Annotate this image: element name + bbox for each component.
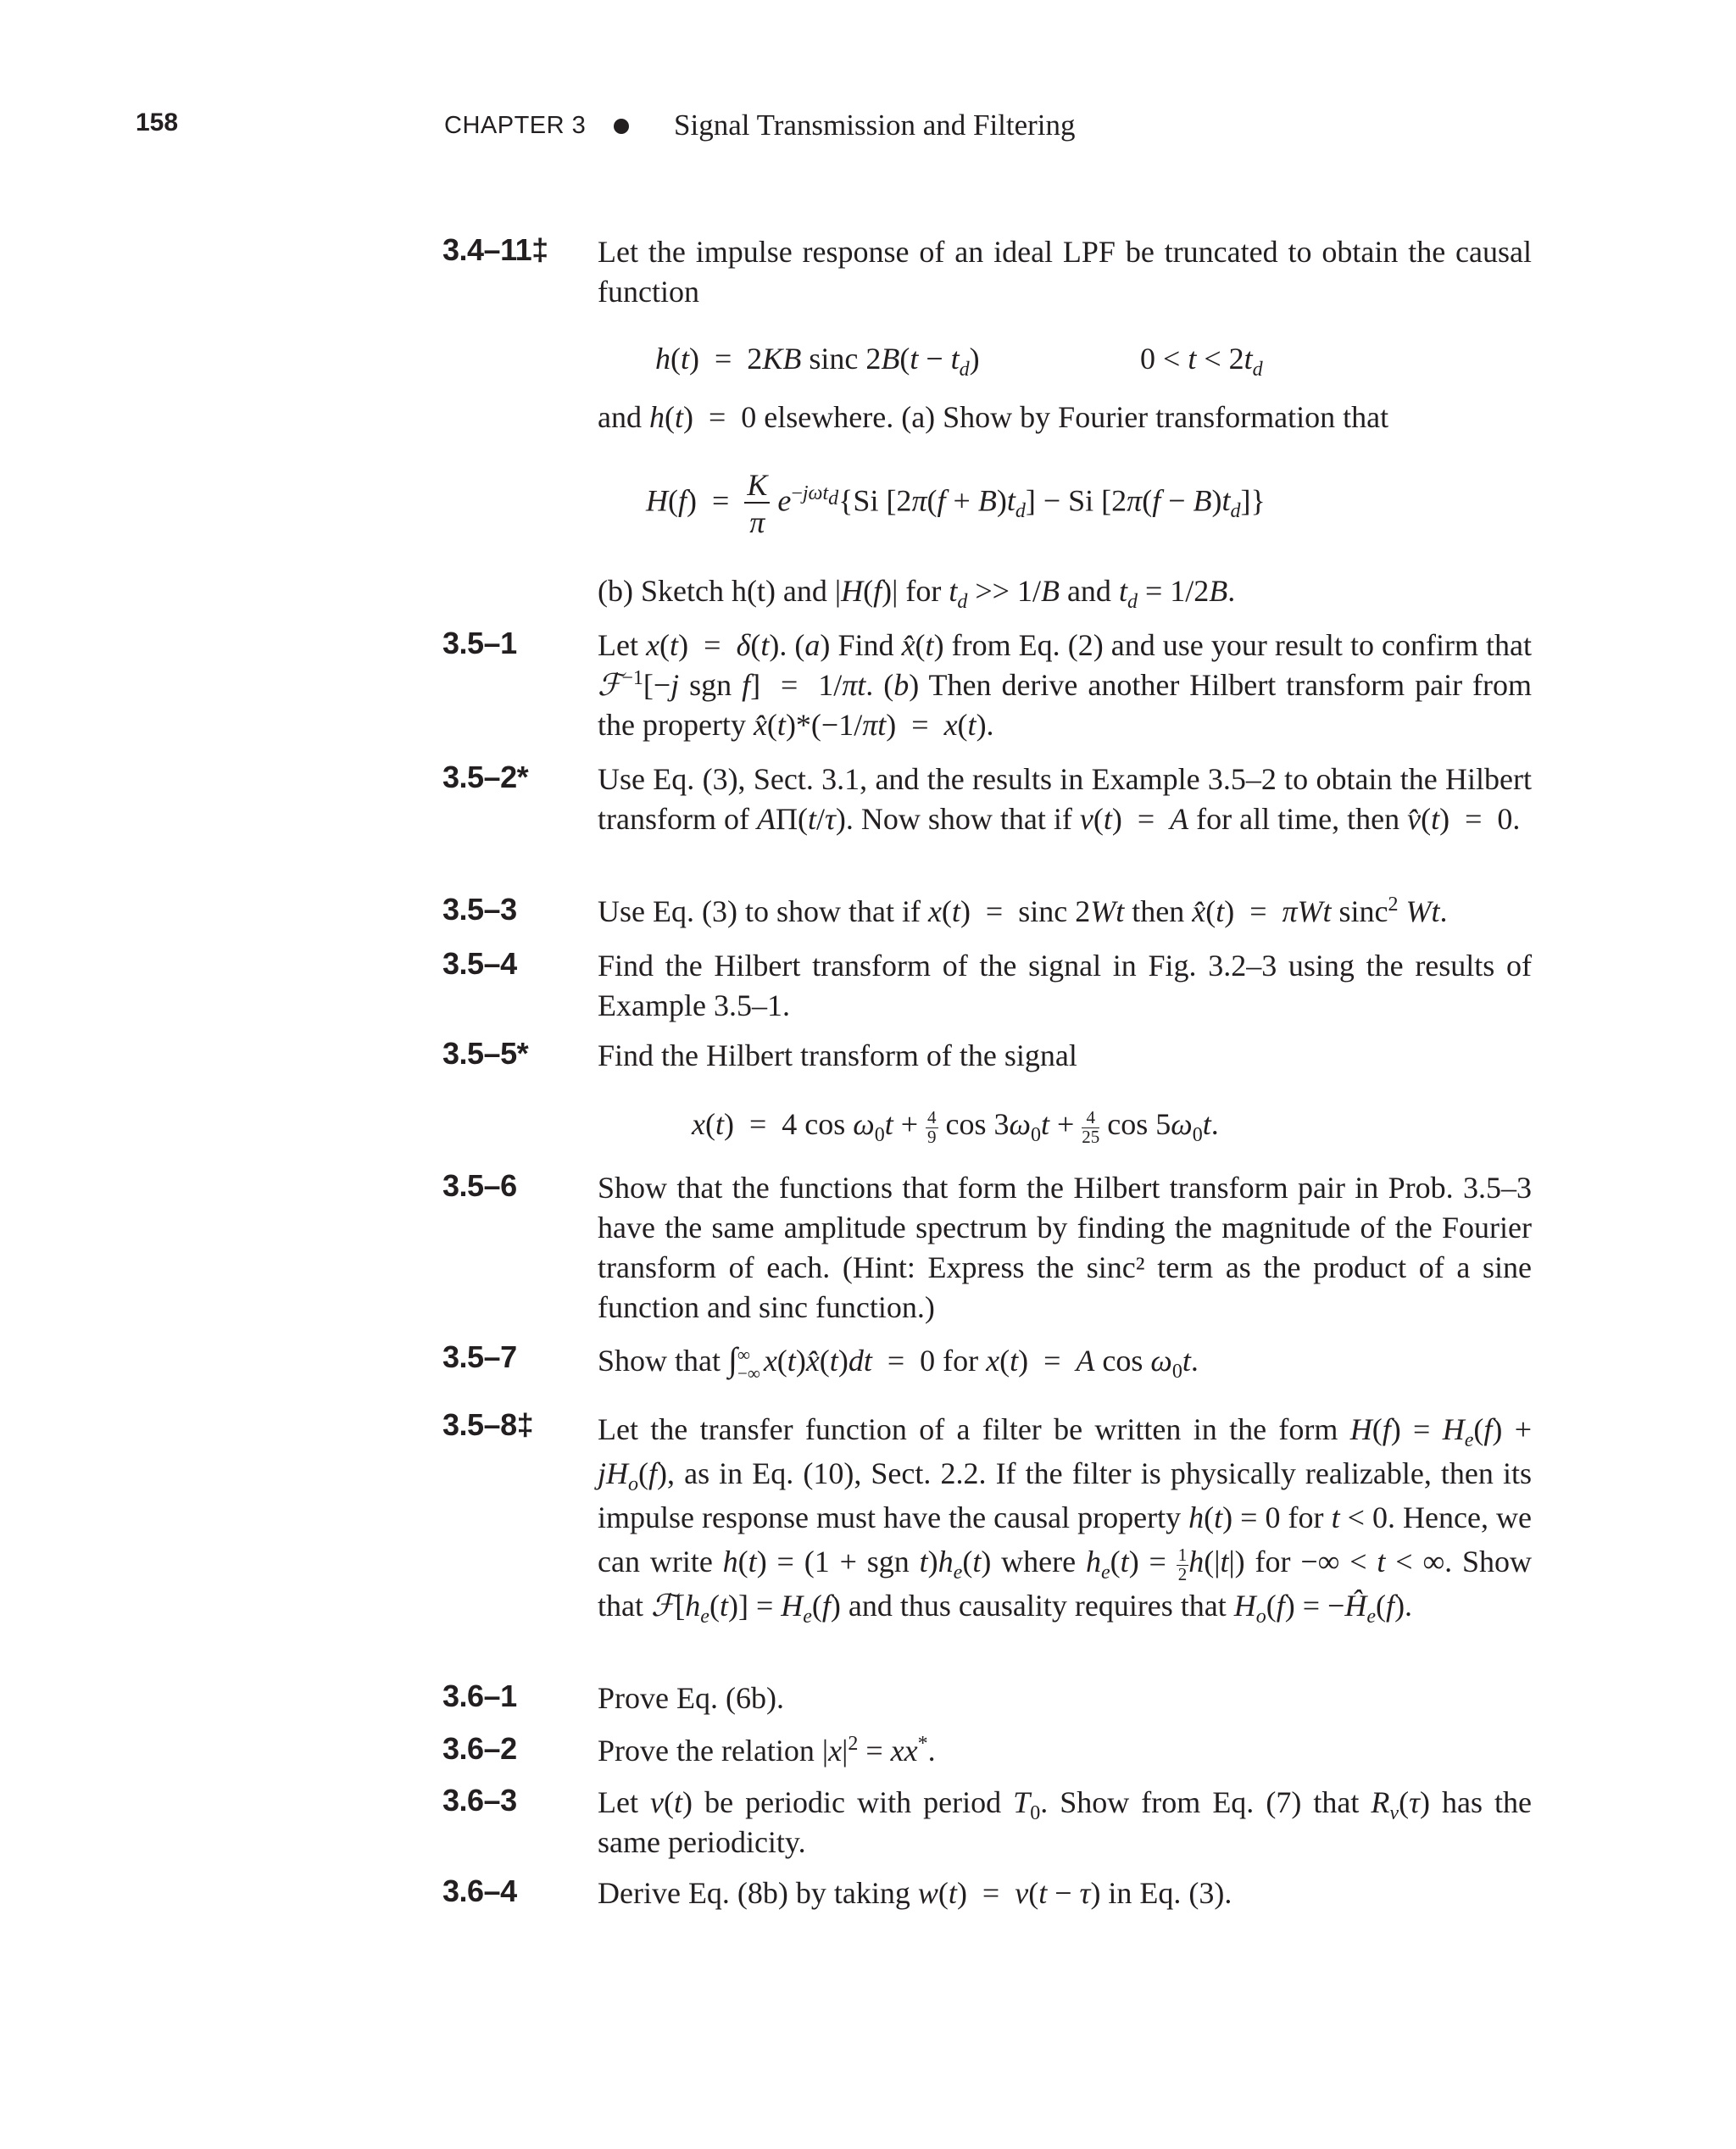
text-fragment: Show that: [598, 1344, 721, 1378]
text-fragment: Prove the relation: [598, 1734, 815, 1768]
problem-number: 3.5–5*: [442, 1036, 529, 1071]
equation-transfer-function: H(f) = $\frac{K}{\pi}$ $e^{-j\omega t_d}\{Si$ $[2\pi(f + B)t_d] - Si$ $[2\pi(f - B)t_d]$}: [646, 468, 1266, 539]
problem-number: 3.5–4: [442, 946, 517, 981]
problem-text: Derive Eq. (8b) by taking w(t) = v(t − τ) in Eq. (3).: [598, 1876, 1232, 1910]
problem-number: 3.6–2: [442, 1731, 517, 1766]
problem-text: Prove Eq. (6b).: [598, 1681, 784, 1715]
problem-number: 3.6–3: [442, 1783, 517, 1818]
text-fragment: (b) Sketch h(t) and: [598, 574, 827, 608]
text-fragment: and: [598, 400, 642, 434]
problem-text: Find the Hilbert transform of the signal: [598, 1038, 1077, 1072]
problem-number: 3.5–2*: [442, 760, 529, 794]
page-number: 158: [136, 109, 179, 136]
problem-number: 3.5–1: [442, 626, 517, 660]
problem-number: 3.5–8‡: [442, 1407, 534, 1442]
problem-text: Use Eq. (3), Sect. 3.1, and the results in Example 3.5–2 to obtain the Hilbert transform of AΠ(t/τ). Now show that if v(t) = A for all time, then v̂(t) = 0.: [598, 762, 1532, 836]
text-fragment: Let the transfer function of a filter be written in the form: [598, 1412, 1338, 1446]
text-fragment: Derive Eq. (8b) by taking: [598, 1876, 910, 1910]
problem-statement: Let the impulse response of an ideal LPF be truncated to obtain the causal function: [598, 235, 1532, 309]
chapter-label: CHAPTER 3: [444, 112, 587, 139]
problem-text: Let the transfer function of a filter be written in the form $H(f) = H_e(f) + jH_o(f)$, as in Eq. (10), Sect. 2.2. If the filter is physically realizable, then its impulse response must have the causal property h(t) = 0 for t < 0. Hence, we can write h(t) = (1 + sgn $t)h_e(t)$ where $h_e(t)$ = $\frac{1}{2}$ h(|t|) for −∞ < t < ∞. Show that $ℱ[h_e(t)] = H_e(f)$ and thus causality requires that $H_o(f)$ = $-Ĥ_e(f)$.: [598, 1412, 1533, 1628]
text-fragment: Use Eq. (3), Sect. 3.1, and the results in Example 3.5–2 to obtain the Hilbert transform of: [598, 762, 1532, 836]
text-fragment: Use Eq. (3) to show that if: [598, 894, 921, 928]
problem-text: [598, 232, 1532, 312]
chapter-title: Signal Transmission and Filtering: [674, 109, 1076, 142]
text-fragment: Let: [598, 628, 638, 662]
problem-number: 3.5–6: [442, 1168, 517, 1203]
problem-text: Use Eq. (3) to show that if x(t) = sinc 2Wt then x̂(t) = πWt sinc$^2$ Wt.: [598, 894, 1448, 928]
problem-text: Let x(t) = δ(t). (a) Find x̂(t) from Eq. (2) and use your result to confirm that ℱ$^{-1}$[−j sgn f] = 1/πt. (b) Then derive another Hilbert transform pair from the property x̂(t)*(−1/πt) = x(t).: [598, 628, 1533, 742]
text-fragment: elsewhere. (a) Show by Fourier transformation that: [764, 400, 1389, 434]
running-header: [0, 109, 1736, 151]
problem-text: Show that ∫ ∞ −∞ x(t)x̂(t)dt = 0 for x(t) = A $\cos \omega_0t$.: [598, 1340, 1199, 1383]
problem-number: 3.6–1: [442, 1679, 517, 1713]
problem-number: 3.5–3: [442, 892, 517, 927]
problem-number: 3.6–4: [442, 1873, 517, 1908]
problem-number: 3.4–11‡: [442, 232, 548, 267]
problem-text: Find the Hilbert transform of the signal in Fig. 3.2–3 using the results of Example 3.5–1.: [598, 949, 1532, 1022]
problem-text: Prove the relation $|x|^2 = xx^*$.: [598, 1733, 936, 1768]
bullet-icon: [614, 119, 629, 134]
problem-text: Let v(t) be periodic with period $T_0$. Show from Eq. (7) that $R_v(\tau)$ has the same periodicity.: [598, 1785, 1532, 1859]
equation-interval: $0 < t < 2t_d$: [1140, 342, 1263, 381]
text-fragment: Let: [598, 1785, 638, 1819]
problem-text-continued: and h(t) = 0 elsewhere. (a) Show by Fourier transformation that: [598, 400, 1389, 434]
equation-signal: x(t) = 4 $\cos \omega_0t$ + $\frac{4}{9}$ $\cos 3\omega_0t$ + $\frac{4}{25}$ $\cos 5\omega_0t$.: [692, 1106, 1219, 1147]
problem-number: 3.5–7: [442, 1339, 517, 1374]
problem-text-part-b: (b) Sketch h(t) and |H(f)| for $t_d >> 1/B$ and $t_d = 1/2B$.: [598, 574, 1236, 614]
problem-text: Show that the functions that form the Hilbert transform pair in Prob. 3.5–3 have the same amplitude spectrum by finding the magnitude of the Fourier transform of each. (Hint: Express the sinc² term as the product of a sine function and sinc function.): [598, 1171, 1532, 1324]
equation-impulse-response: h(t) = 2KB sinc $2B(t - t_d)$: [655, 342, 980, 381]
